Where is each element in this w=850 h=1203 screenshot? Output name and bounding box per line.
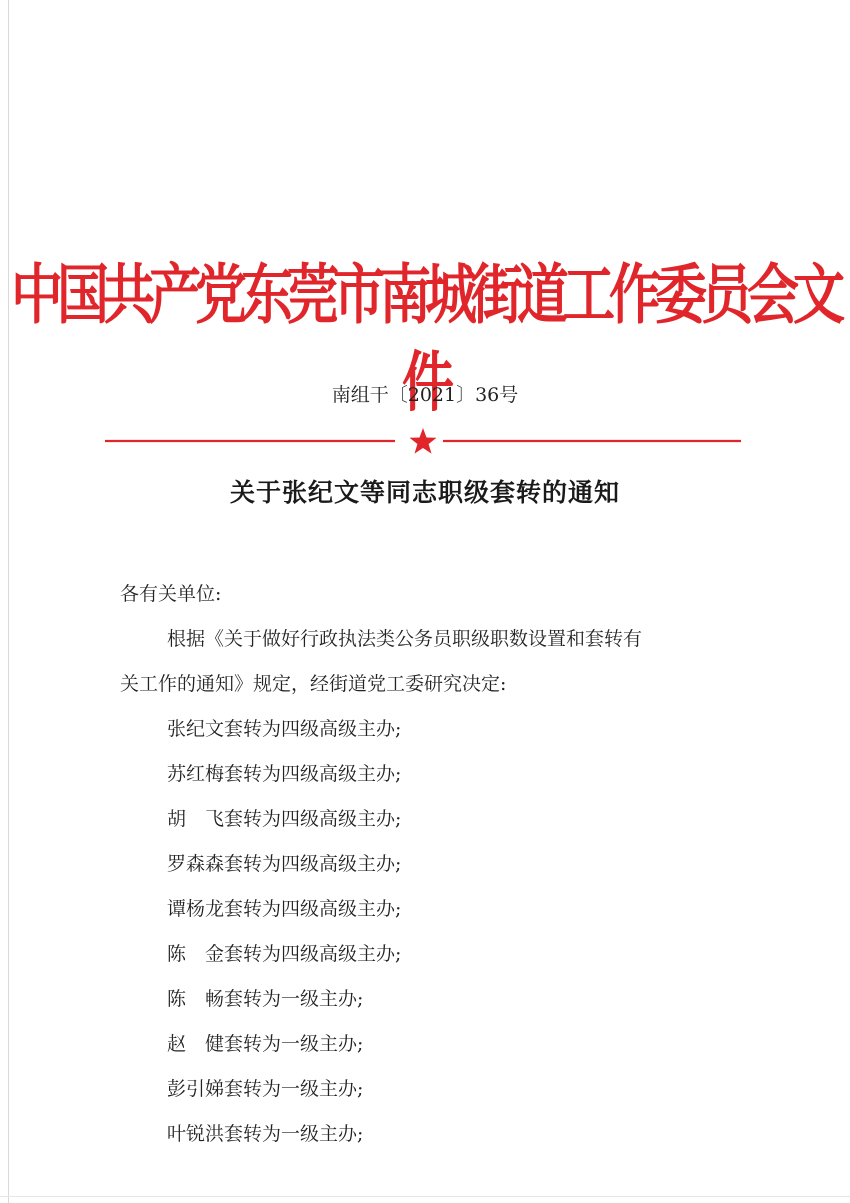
list-item: 胡 飞套转为四级高级主办; — [167, 808, 402, 830]
list-item: 谭杨龙套转为四级高级主办; — [167, 898, 402, 920]
page-left-edge — [8, 0, 9, 1203]
notice-title: 关于张纪文等同志职级套转的通知 — [229, 478, 620, 507]
notice-body — [120, 572, 740, 1157]
document-header-title: 中国共产党东莞市南城街道工作委员会文件 — [10, 257, 839, 421]
list-item: 苏红梅套转为四级高级主办; — [167, 763, 402, 785]
paragraph-line-1: 根据《关于做好行政执法类公务员职级职数设置和套转有 — [167, 628, 643, 650]
list-item: 张纪文套转为四级高级主办; — [167, 718, 402, 740]
red-separator — [105, 426, 741, 456]
list-item: 彭引娣套转为一级主办; — [167, 1078, 364, 1100]
list-item: 罗森森套转为四级高级主办; — [167, 853, 402, 875]
page-bottom-edge — [0, 1196, 850, 1197]
paragraph-line-2: 关工作的通知》规定，经街道党工委研究决定: — [120, 673, 507, 695]
document-number: 南组干〔2021〕36号 — [331, 384, 519, 406]
star-icon — [410, 428, 437, 454]
list-item: 陈 畅套转为一级主办; — [167, 988, 364, 1010]
list-item: 赵 健套转为一级主办; — [167, 1033, 364, 1055]
list-item: 叶锐洪套转为一级主办; — [167, 1123, 364, 1145]
salutation: 各有关单位: — [120, 583, 222, 605]
list-item: 陈 金套转为四级高级主办; — [167, 943, 402, 965]
